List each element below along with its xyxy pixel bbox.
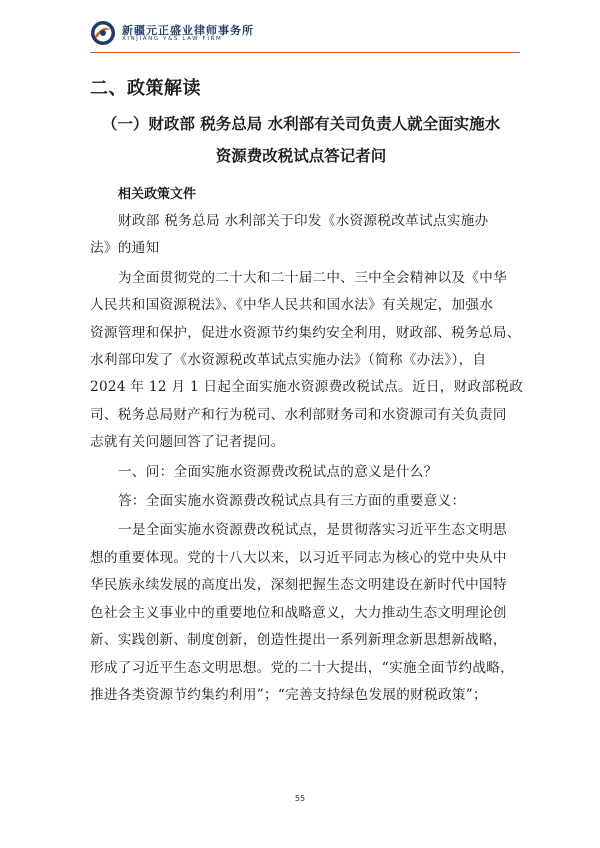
page-header: [90, 20, 520, 50]
text-line: 志就有关问题回答了记者提问。: [90, 434, 285, 451]
question-1: [90, 459, 512, 486]
text-line: 想的重要体现。党的十八大以来，以习近平同志为核心的党中央从中: [90, 549, 507, 566]
text-line: 资源管理和保护，促进水资源节约集约安全利用，财政部、税务总局、: [90, 324, 521, 341]
article-title-line-1: （一）财政部 税务总局 水利部有关司负责人就全面实施水: [101, 115, 501, 133]
text-line: 一是全面实施水资源费改税试点，是贯彻落实习近平生态文明思: [118, 522, 508, 539]
firm-logo-icon: [90, 20, 116, 46]
text-line: 司、税务总局财产和行为税司、水利部财务司和水资源司有关负责同: [90, 406, 507, 423]
text-line: 为全面贯彻党的二十大和二十届二中、三中全会精神以及《中华: [118, 269, 508, 286]
text-line: 推进各类资源节约集约利用”；“完善支持绿色发展的财税政策”；: [90, 686, 487, 703]
text-line: 水利部印发了《水资源税改革试点实施办法》（简称《办法》），自: [90, 352, 487, 369]
related-documents-label: 相关政策文件: [118, 187, 197, 202]
text-line: 华民族永续发展的高度出发，深刻把握生态文明建设在新时代中国特: [90, 577, 507, 594]
firm-name-en: XINJIANG Y&S LAW FIRM: [122, 36, 223, 42]
answer-1-intro: [90, 488, 512, 515]
header-divider: [90, 52, 520, 53]
text-line: 财政部 税务总局 水利部关于印发《水资源税改革试点实施办: [118, 213, 489, 229]
text-line: 2024 年 12 月 1 日起全面实施水资源费改税试点。近日，财政部税政: [90, 379, 524, 396]
paragraph-intro: [90, 265, 524, 457]
firm-name-cn: 新疆元正盛业律师事务所: [122, 24, 254, 37]
article-title-line-2: 资源费改税试点答记者问: [215, 147, 387, 165]
document-body: [90, 74, 524, 709]
page-number: 55: [294, 794, 306, 803]
text-line: 形成了习近平生态文明思想。党的二十大提出，“实施全面节约战略，: [90, 659, 515, 676]
text-line: 一、问：全面实施水资源费改税试点的意义是什么？: [118, 463, 438, 480]
text-line: 新、实践创新、制度创新，创造性提出一系列新理念新思想新战略，: [90, 632, 507, 649]
section-title: 二、政策解读: [90, 78, 201, 99]
paragraph-notice: [90, 208, 512, 263]
text-line: 答：全面实施水资源费改税试点具有三方面的重要意义：: [118, 493, 466, 510]
text-line: 法》的通知: [90, 240, 160, 257]
text-line: 色社会主义事业中的重要地位和战略意义，大力推动生态文明理论创: [90, 604, 507, 621]
text-line: 人民共和国资源税法》、《中华人民共和国水法》有关规定，加强水: [90, 297, 494, 314]
answer-1-point-1: [90, 517, 515, 709]
